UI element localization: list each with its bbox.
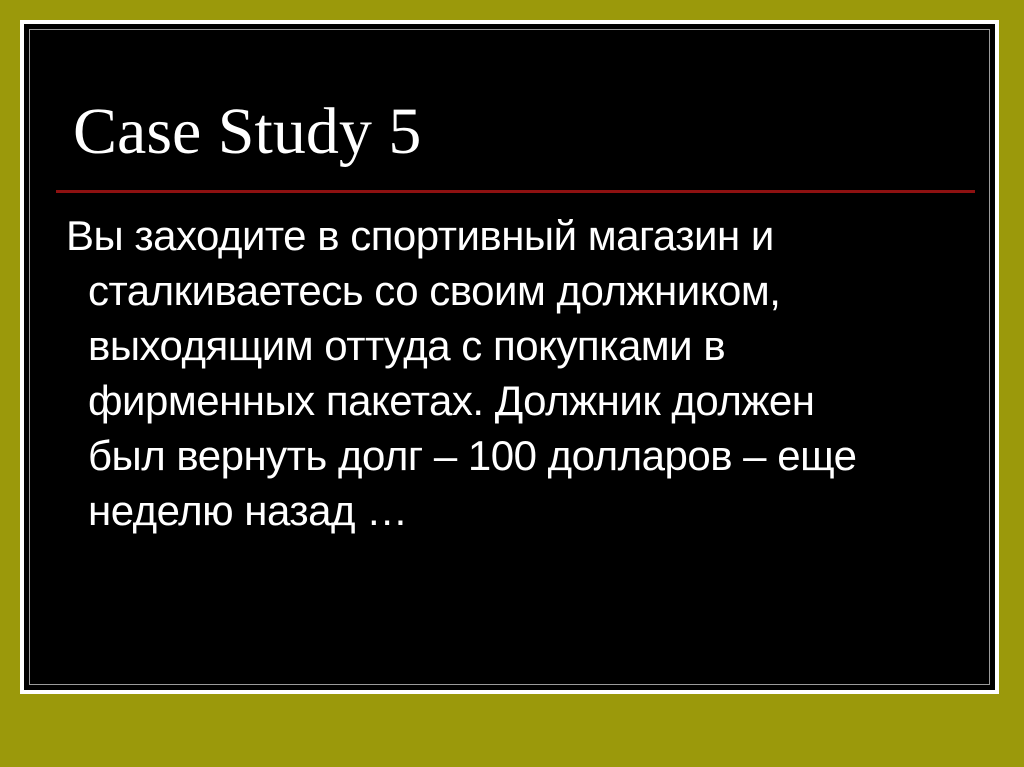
body-line: фирменных пакетах. Должник должен <box>88 377 815 424</box>
body-line: неделю назад … <box>88 487 408 534</box>
body-line: был вернуть долг – 100 долларов – еще <box>88 432 857 479</box>
body-line: выходящим оттуда с покупками в <box>88 322 726 369</box>
slide <box>20 20 999 694</box>
body-line: сталкиваетесь со своим должником, <box>88 267 781 314</box>
title-underline-rule <box>56 190 975 193</box>
body-line: Вы заходите в спортивный магазин и <box>66 212 774 259</box>
slide-title: Case Study 5 <box>73 95 422 168</box>
slide-body-text <box>66 208 988 538</box>
